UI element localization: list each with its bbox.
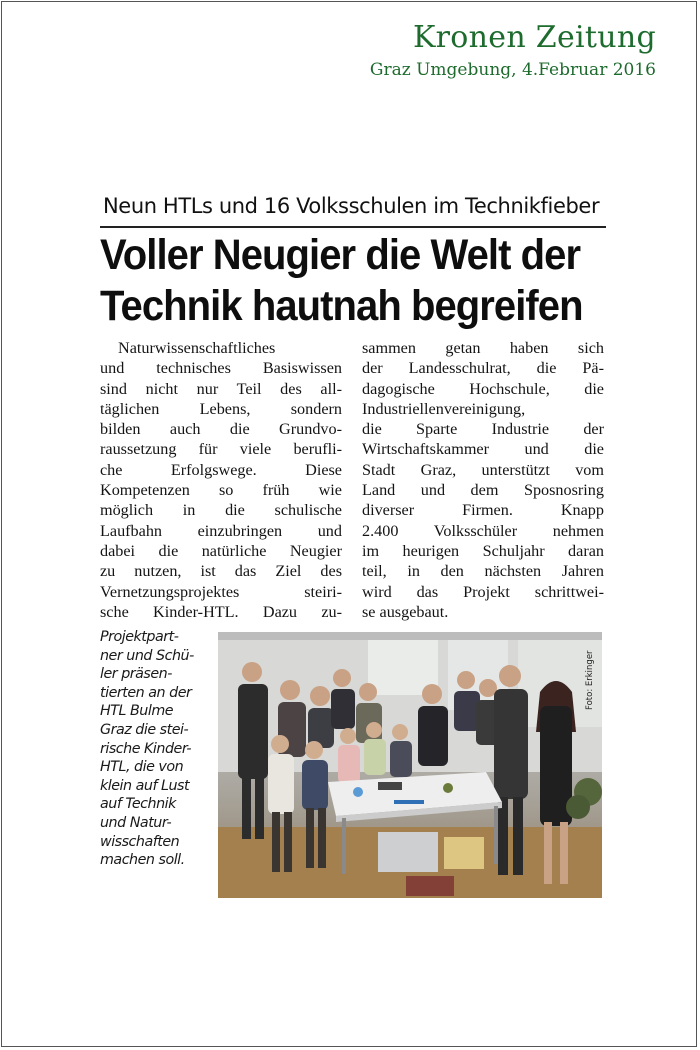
text-line: Wirtschaftskammer und die [362,440,604,459]
photo-credit: Foto: Erkinger [585,650,595,710]
newspaper-clipping [100,188,608,904]
text-line: sind nicht nur Teil des all- [100,379,342,398]
caption-line: und Natur- [100,814,172,831]
text-line: Industriellenvereinigung, [362,399,526,418]
article-headline [100,230,583,332]
text-line: raussetzung für viele berufli- [100,440,342,459]
text-line: Laufbahn einzubringen und [100,521,342,540]
kicker-rule [100,226,606,228]
text-line: täglichen Lebens, sondern [100,399,342,418]
text-line: dagogische Hochschule, die [362,379,604,398]
article-column-left [100,338,342,622]
text-line: che Erfolgswege. Diese [100,460,342,479]
text-line: bilden auch die Grundvo- [100,420,342,439]
text-line: 2.400 Volksschüler nehmen [362,521,604,540]
article-kicker: Neun HTLs und 16 Volksschulen im Technikfieber [103,194,600,218]
text-line: im heurigen Schuljahr daran [362,541,604,560]
caption-line: ner und Schü- [100,647,194,664]
text-line: sche Kinder-HTL. Dazu zu- [100,602,342,621]
caption-line: wisschaften [100,833,180,850]
caption-line: ler präsen- [100,666,172,683]
caption-line: tierten an der [100,684,192,701]
text-line: und technisches Basiswissen [100,359,342,378]
headline-line: Technik hautnah begreifen [100,282,583,330]
caption-line: klein auf Lust [100,777,190,794]
text-line: möglich in die schulische [100,501,342,520]
text-line: diverser Firmen. Knapp [362,501,604,520]
edition-date: Graz Umgebung, 4.Februar 2016 [369,60,656,80]
newspaper-title: Kronen Zeitung [412,20,656,55]
masthead [370,20,656,82]
text-line: Stadt Graz, unterstützt vom [362,460,604,479]
text-line: dabei die natürliche Neugier [100,541,342,560]
text-line: wird das Projekt schrittwei- [362,582,604,601]
text-line: Vernetzungsprojektes steiri- [100,582,342,601]
headline-line: Voller Neugier die Welt der [100,231,581,279]
text-line: Naturwissenschaftliches [118,339,276,357]
text-line: sammen getan haben sich [362,339,604,357]
caption-line: auf Technik [100,796,176,813]
text-line: Land und dem Sposnosring [362,481,604,500]
text-line: der Landesschulrat, die Pä- [362,359,604,378]
caption-line: HTL, die von [100,759,184,776]
caption-line: machen soll. [100,852,185,869]
text-line: teil, in den nächsten Jahren [362,562,604,581]
caption-line: Graz die stei- [100,721,189,738]
caption-line: Projektpart- [100,629,179,645]
group-photo [218,632,602,898]
caption-line: HTL Bulme [100,703,174,720]
text-line: se ausgebaut. [362,602,449,621]
photo-caption [100,628,214,870]
text-line: Kompetenzen so früh wie [100,481,342,500]
photo-illustration [218,632,602,898]
article-column-right [362,338,604,622]
text-line: die Sparte Industrie der [362,420,604,439]
caption-line: rische Kinder- [100,740,192,757]
text-line: zu nutzen, ist das Ziel des [100,562,342,581]
